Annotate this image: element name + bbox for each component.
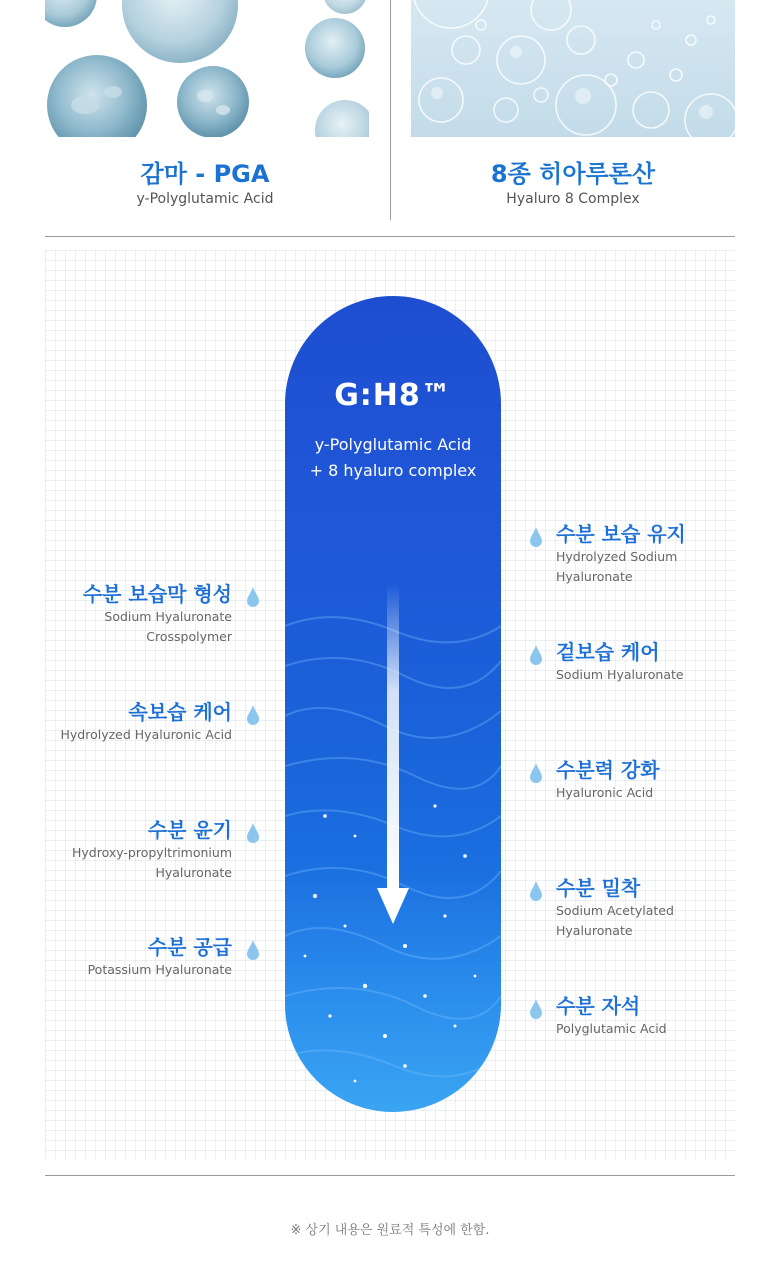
section-divider-bottom — [45, 1175, 735, 1176]
water-drop-icon — [246, 586, 260, 608]
section-divider-top — [45, 236, 735, 237]
ingredient-subtitle-gamma-pga: y-Polyglutamic Acid — [136, 191, 274, 207]
feature-title: 수분 윤기 — [147, 818, 232, 842]
feature-title: 수분 보습막 형성 — [82, 582, 232, 606]
feature-sub: Polyglutamic Acid — [556, 1021, 667, 1036]
left-feature-2 — [61, 699, 233, 745]
feature-title: 수분 밀착 — [556, 876, 641, 900]
right-feature-2 — [556, 639, 684, 685]
feature-sub: Sodium Hyaluronate — [556, 667, 684, 682]
right-feature-1 — [556, 521, 686, 587]
water-drop-icon — [529, 880, 543, 902]
feature-sub: Hyaluronate — [556, 923, 633, 938]
right-feature-3 — [556, 757, 660, 803]
hyaluro-bubbles-image — [411, 0, 735, 137]
right-feature-4 — [556, 875, 674, 941]
feature-title: 수분 자석 — [556, 994, 641, 1018]
feature-title: 수분 보습 유지 — [556, 522, 686, 546]
gh8-capsule — [285, 296, 501, 1112]
water-drop-icon — [246, 704, 260, 726]
feature-sub: Hydroxy-propyltrimonium — [71, 845, 232, 860]
feature-sub: Crosspolymer — [146, 629, 232, 644]
ingredient-header — [0, 0, 780, 230]
capsule-line-1: y-Polyglutamic Acid — [314, 435, 472, 454]
left-feature-1 — [83, 581, 232, 647]
feature-sub: Hydrolyzed Hyaluronic Acid — [60, 727, 232, 742]
water-drop-icon — [246, 939, 260, 961]
ingredient-subtitle-hyaluro: Hyaluro 8 Complex — [506, 191, 640, 207]
arrow-down-icon — [285, 296, 501, 1112]
left-feature-3 — [72, 817, 232, 883]
water-drop-icon — [246, 822, 260, 844]
feature-sub: Sodium Acetylated — [556, 903, 674, 918]
feature-sub: Hydrolyzed Sodium — [556, 549, 678, 564]
column-divider — [390, 0, 391, 220]
feature-title: 속보습 케어 — [128, 700, 232, 724]
capsule-line-2: + 8 hyaluro complex — [309, 461, 477, 480]
feature-title: 겉보습 케어 — [556, 640, 660, 664]
feature-sub: Sodium Hyaluronate — [104, 609, 232, 624]
water-drop-icon — [529, 762, 543, 784]
gh8-logo: G:H8™ — [334, 378, 452, 413]
right-feature-5 — [556, 993, 667, 1039]
footnote: ※ 상기 내용은 원료적 특성에 한함. — [290, 1223, 490, 1238]
feature-sub: Hyaluronic Acid — [556, 785, 654, 800]
water-drop-icon — [529, 644, 543, 666]
ingredient-title-hyaluro: 8종 히아루론산 — [490, 160, 656, 188]
feature-title: 수분력 강화 — [556, 758, 660, 782]
gamma-pga-image — [45, 0, 369, 137]
feature-sub: Potassium Hyaluronate — [87, 962, 232, 977]
water-drop-icon — [529, 526, 543, 548]
feature-title: 수분 공급 — [147, 935, 232, 959]
left-feature-4 — [88, 934, 232, 980]
feature-sub: Hyaluronate — [155, 865, 232, 880]
ingredient-title-gamma-pga: 감마 - PGA — [140, 160, 270, 188]
water-drop-icon — [529, 998, 543, 1020]
feature-sub: Hyaluronate — [556, 569, 633, 584]
